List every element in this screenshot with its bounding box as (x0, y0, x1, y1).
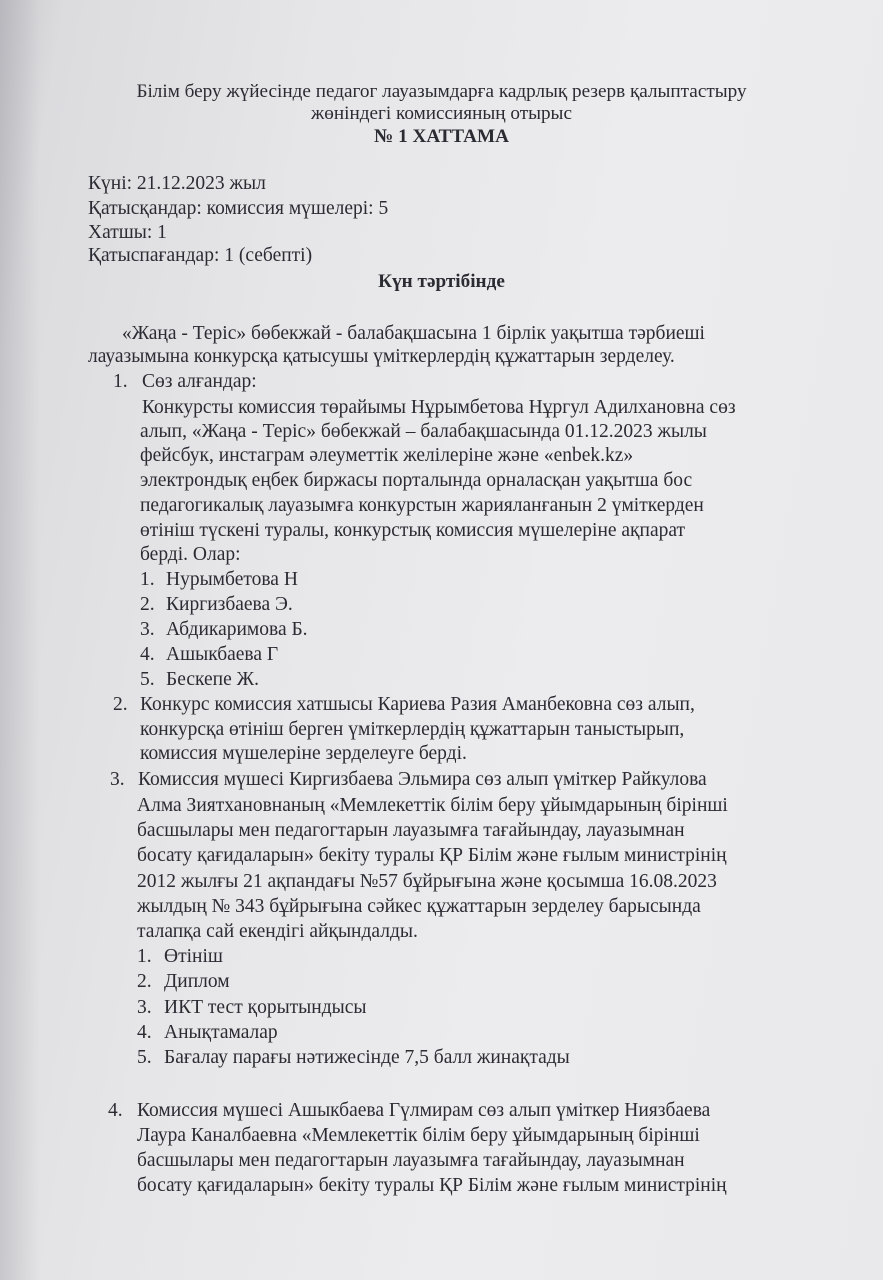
item-3-text-line: босату қағидаларын» бекіту туралы ҚР Білім және ғылым министрінің (137, 845, 727, 866)
document-item: Диплом (164, 971, 230, 992)
item-4-text-line: басшылары мен педагогтарын лауазымға тағайындау, лауазымнан (137, 1150, 685, 1171)
item-3-text-line: басшылары мен педагогтарын лауазымға тағайындау, лауазымнан (137, 820, 685, 841)
item-1-label: Сөз алғандар: (142, 371, 257, 392)
member-name: Абдикаримова Б. (166, 619, 308, 640)
item-3-text-line: Комиссия мүшесі Киргизбаева Эльмира сөз алып үміткер Райкулова (138, 769, 707, 790)
document-number: 4. (137, 1022, 152, 1043)
document-title-line-1: Білім беру жүйесінде педагог лауазымдарға кадрлық резерв қалыптастыру (136, 81, 747, 102)
agenda-text-line-2: лауазымына конкурсқа қатысушы үміткерлердің құжаттарын зерделеу. (88, 346, 675, 367)
document-number: 1. (137, 946, 152, 967)
item-1-text-line: электрондық еңбек биржасы порталында орналасқан уақытша бос (140, 470, 693, 491)
item-3-text-line: жылдың № 343 бұйрығына сәйкес құжаттарын зерделеу барысында (137, 896, 701, 917)
member-number: 4. (140, 644, 155, 665)
member-number: 5. (140, 669, 155, 690)
item-3-text-line: 2012 жылғы 21 ақпандағы №57 бұйрығына және қосымша 16.08.2023 (137, 871, 717, 892)
document-number: 3. (137, 997, 152, 1018)
item-4-text-line: Комиссия мүшесі Ашыкбаева Гүлмирам сөз алып үміткер Ниязбаева (137, 1100, 711, 1121)
item-4-text-line: Лаура Каналбаевна «Мемлекеттік білім беру ұйымдарының бірінші (137, 1125, 700, 1146)
item-1-text-line: өтініш түскені туралы, конкурстық комиссия мүшелеріне ақпарат (140, 520, 686, 541)
item-1-text-line: педагогикалық лауазымға конкурстын жарияланғанын 2 үміткерден (140, 495, 704, 516)
member-number: 1. (140, 569, 155, 590)
member-name: Ашыкбаева Г (166, 644, 279, 665)
protocol-title: № 1 ХАТТАМА (374, 126, 509, 147)
item-number: 2. (113, 694, 128, 715)
document-title-line-2: жөніндегі комиссияның отырыс (311, 103, 572, 124)
document-item: Бағалау парағы нәтижесінде 7,5 балл жинақтады (164, 1047, 570, 1068)
item-number: 3. (110, 769, 125, 790)
member-number: 2. (140, 594, 155, 615)
item-number: 1. (113, 371, 128, 392)
item-2-text-line: Конкурс комиссия хатшысы Кариева Разия Аманбековна сөз алып, (140, 694, 695, 715)
item-2-text-line: конкурсқа өтініш берген үміткерлердің құжаттарын таныстырып, (140, 719, 685, 740)
member-name: Киргизбаева Э. (166, 594, 293, 615)
attendees-count: Қатысқандар: комиссия мүшелері: 5 (88, 198, 389, 219)
agenda-heading: Күн тәртібінде (378, 271, 505, 292)
page-edge-shadow (0, 0, 40, 1280)
item-4-text-line: босату қағидаларын» бекіту туралы ҚР Білім және ғылым министрінің (137, 1175, 727, 1196)
document-item: Өтініш (164, 946, 223, 967)
item-1-text-line: фейсбук, инстаграм әлеуметтік желілеріне және «enbek.kz» (140, 445, 634, 466)
agenda-text-line-1: «Жаңа - Теріс» бөбекжай - балабақшасына 1 бірлік уақытша тәрбиеші (122, 323, 705, 344)
absent-count: Қатыспағандар: 1 (себепті) (88, 245, 313, 266)
secretary-count: Хатшы: 1 (88, 222, 167, 243)
document-number: 5. (137, 1047, 152, 1068)
meeting-date: Күні: 21.12.2023 жыл (88, 173, 266, 194)
item-1-text-line: алып, «Жаңа - Теріс» бөбекжай – балабақшасында 01.12.2023 жылы (140, 421, 707, 442)
member-name: Бескепе Ж. (166, 669, 259, 690)
item-1-text-line: берді. Олар: (140, 544, 241, 565)
item-number: 4. (108, 1100, 123, 1121)
member-number: 3. (140, 619, 155, 640)
item-2-text-line: комиссия мүшелеріне зерделеуге берді. (140, 743, 467, 764)
item-3-text-line: Алма Зиятхановнаның «Мемлекеттік білім беру ұйымдарының бірінші (137, 795, 728, 816)
document-item: Анықтамалар (164, 1022, 278, 1043)
member-name: Нурымбетова Н (166, 569, 298, 590)
document-item: ИКТ тест қорытындысы (164, 997, 367, 1018)
document-number: 2. (137, 971, 152, 992)
item-1-text-line: Конкурсты комиссия төрайымы Нұрымбетова Нұргул Адилхановна сөз (142, 397, 736, 418)
item-3-text-line: талапқа сай екендігі айқындалды. (137, 921, 418, 942)
